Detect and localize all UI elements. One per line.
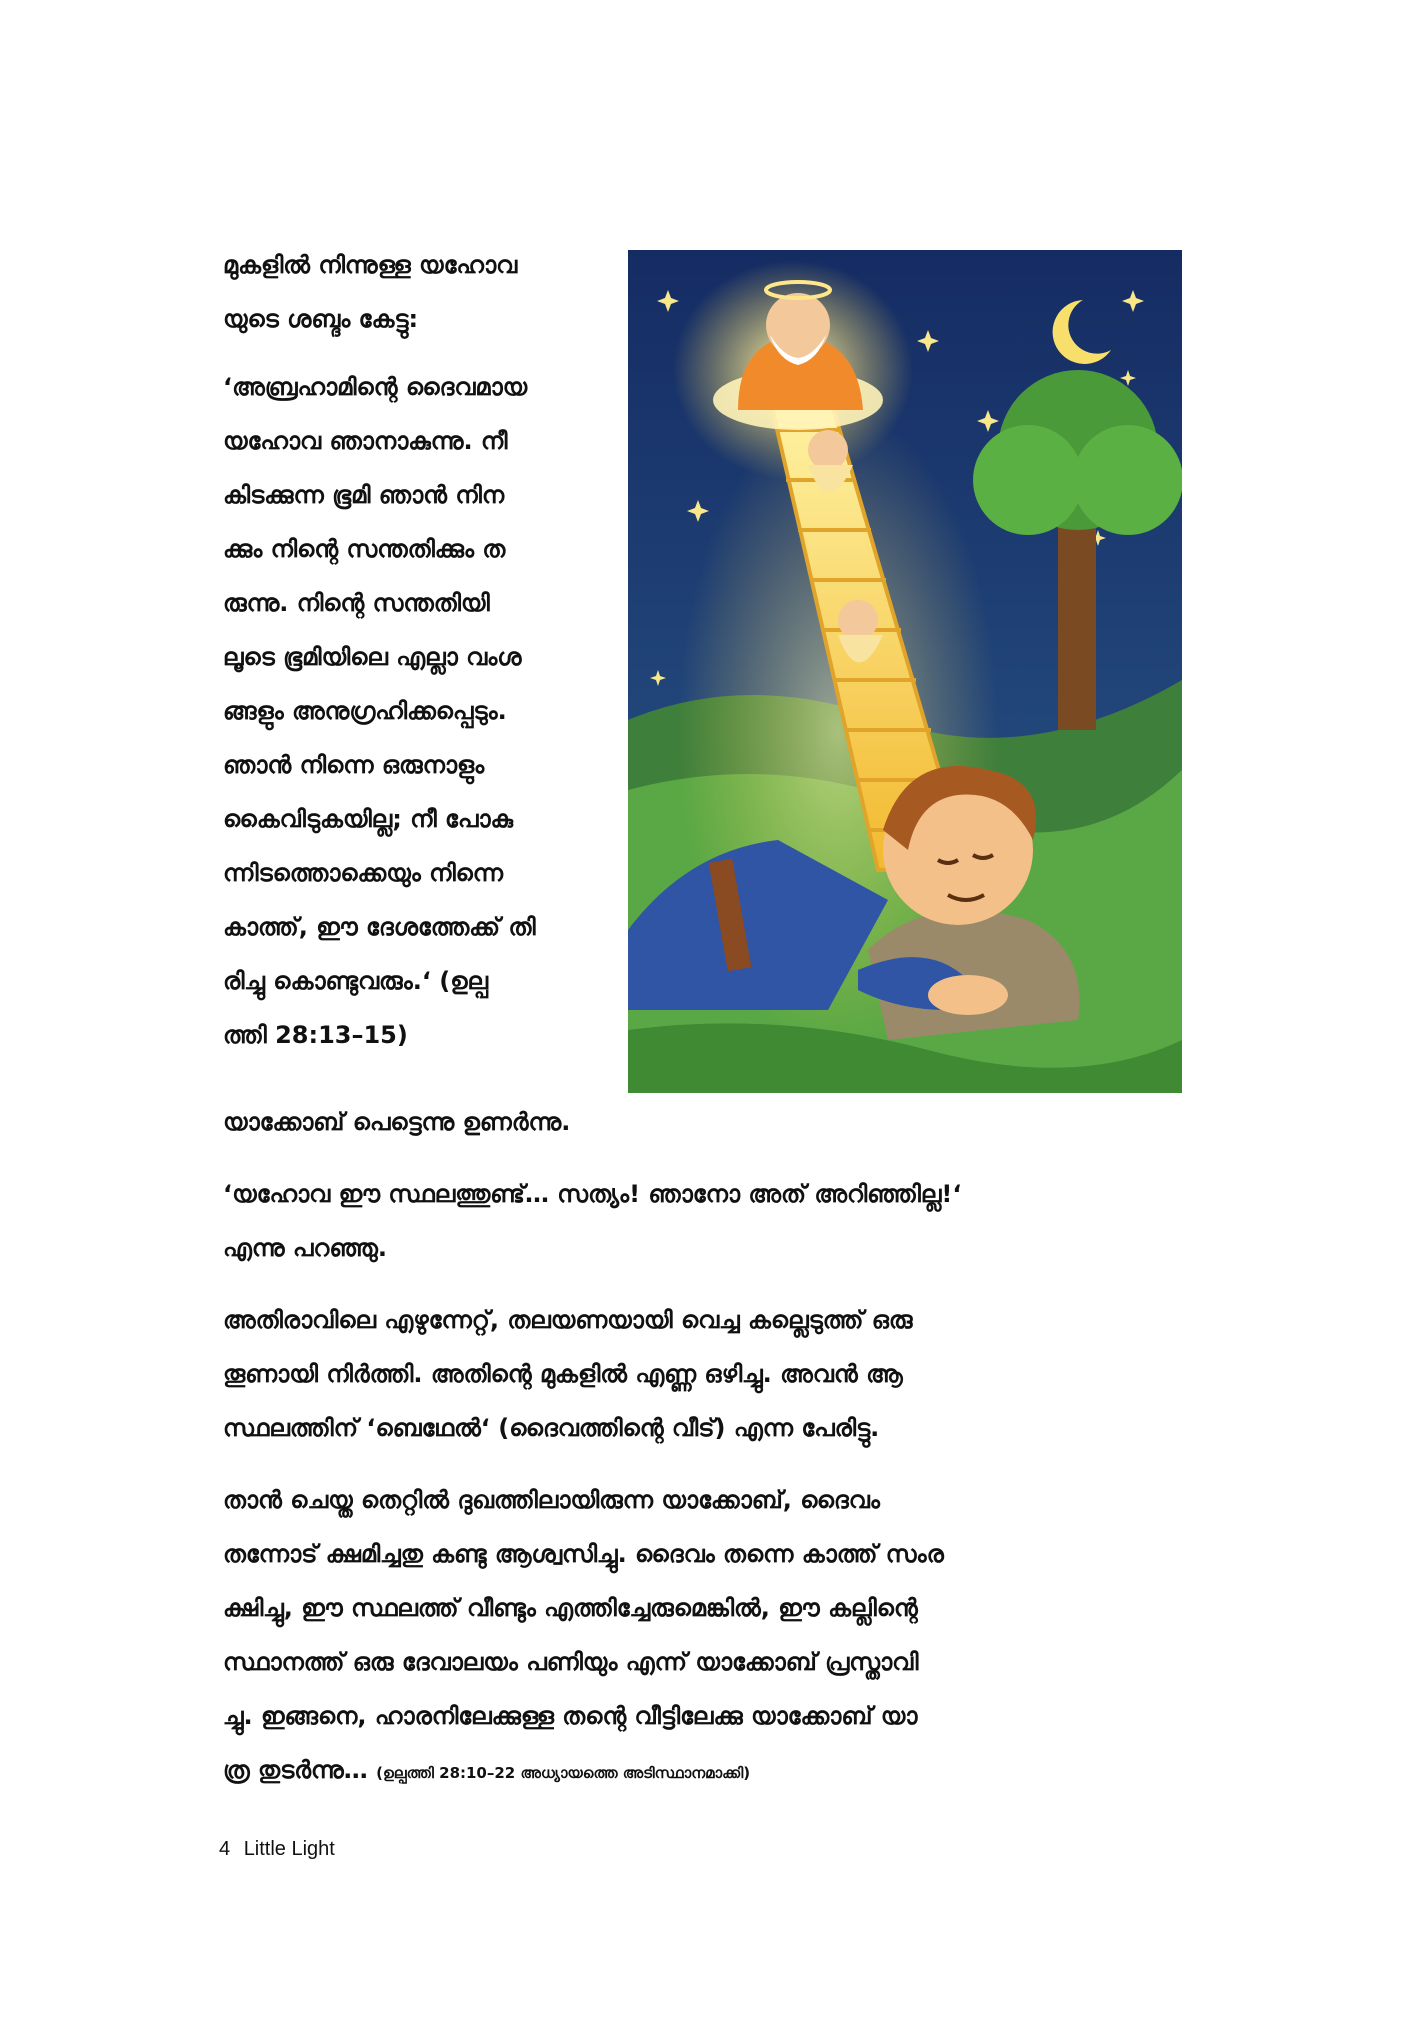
text-line: യാക്കോബ് പെട്ടെന്നു ഉണർന്നു. <box>223 1108 571 1136</box>
text-line: ത്തി 28:13–15) <box>223 1021 408 1049</box>
text-line: ങ്ങളും അനുഗ്രഹിക്കപ്പെടും. <box>223 697 507 725</box>
narrow-text-column <box>223 238 613 1076</box>
magazine-name: Little Light <box>243 1838 335 1860</box>
text-fragment: ത്ര തുടർന്നു… <box>223 1756 368 1784</box>
paragraph-god-promise <box>223 360 613 1062</box>
page-footer <box>219 1838 343 1861</box>
text-line: കൈവിടുകയില്ല; നീ പോകു <box>223 805 514 833</box>
source-citation: (ഉല്പത്തി 28:10–22 അധ്യായത്തെ അടിസ്ഥാനമാക്കി) <box>376 1764 751 1782</box>
text-line: സ്ഥാനത്ത് ഒരു ദേവാലയം പണിയും എന്ന് യാക്കോബ് പ്രസ്താവി <box>223 1648 919 1676</box>
paragraph-bethel <box>223 1293 1223 1455</box>
paragraph-jacob-wakes <box>223 1095 1223 1149</box>
text-line: യഹോവ ഞാനാകുന്നു. നീ <box>223 427 508 455</box>
text-line: യുടെ ശബ്ദം കേട്ടു: <box>223 305 419 333</box>
text-line: ന്നിടത്തൊക്കെയും നിന്നെ <box>223 859 504 887</box>
text-line: രിച്ചു കൊണ്ടുവരും.‘ (ഉല്പ <box>223 967 489 995</box>
paragraph-voice-intro <box>223 238 613 346</box>
text-line: അതിരാവിലെ എഴുന്നേറ്റ്, തലയണയായി വെച്ച കല്ലെടുത്ത് ഒരു <box>223 1306 913 1334</box>
text-line: ‘അബ്രഹാമിന്റെ ദൈവമായ <box>223 373 528 401</box>
text-line: കിടക്കുന്ന ഭൂമി ഞാൻ നിന <box>223 481 505 509</box>
jacob-ladder-illustration <box>628 250 1182 1093</box>
text-line: സ്ഥലത്തിന് ‘ബെഥേൽ‘ (ദൈവത്തിന്റെ വീട്) എന്ന പേരിട്ടു. <box>223 1414 880 1442</box>
text-line: ‘യഹോവ ഈ സ്ഥലത്തുണ്ട്… സത്യം! ഞാനോ അത് അറിഞ്ഞില്ല!‘ <box>223 1180 962 1208</box>
text-line: താൻ ചെയ്ത തെറ്റിൽ ദുഖത്തിലായിരുന്ന യാക്കോബ്, ദൈവം <box>223 1486 880 1514</box>
text-line: ലൂടെ ഭൂമിയിലെ എല്ലാ വംശ <box>223 643 522 671</box>
text-line: ക്കും നിന്റെ സന്തതിക്കും ത <box>223 535 506 563</box>
text-line: ഞാൻ നിന്നെ ഒരുനാളും <box>223 751 485 779</box>
text-line: തന്നോട് ക്ഷമിച്ചതു കണ്ടു ആശ്വസിച്ചു. ദൈവം തന്നെ കാത്ത് സംര <box>223 1540 944 1568</box>
text-line: രുന്നു. നിന്റെ സന്തതിയി <box>223 589 490 617</box>
text-line: മുകളിൽ നിന്നുള്ള യഹോവ <box>223 251 518 279</box>
text-line: കാത്ത്, ഈ ദേശത്തേക്ക് തി <box>223 913 536 941</box>
page-number: 4 <box>219 1838 231 1860</box>
text-line: ച്ചു. ഇങ്ങനെ, ഹാരനിലേക്കുള്ള തന്റെ വീട്ടിലേക്കു യാക്കോബ് യാ <box>223 1702 918 1730</box>
body-text-wide <box>223 1095 1223 1818</box>
text-line: ക്ഷിച്ചു, ഈ സ്ഥലത്ത് വീണ്ടും എത്തിച്ചേരുമെങ്കിൽ, ഈ കല്ലിന്റെ <box>223 1594 918 1622</box>
paragraph-jacob-vow <box>223 1473 1223 1800</box>
paragraph-jacob-exclaims <box>223 1167 1223 1275</box>
text-line: എന്നു പറഞ്ഞു. <box>223 1234 387 1262</box>
text-line-last <box>223 1743 1223 1800</box>
text-line: തൂണായി നിർത്തി. അതിന്റെ മുകളിൽ എണ്ണ ഒഴിച്ചു. അവൻ ആ <box>223 1360 903 1388</box>
